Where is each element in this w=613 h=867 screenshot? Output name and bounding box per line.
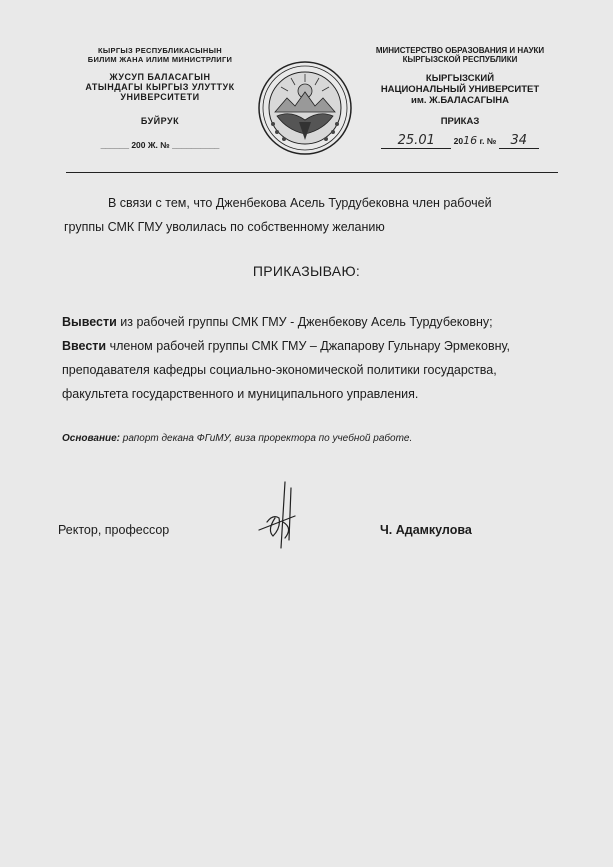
item-remove-text: из рабочей группы СМК ГМУ - Дженбекову Асель Турдубековну; bbox=[116, 315, 493, 329]
kg-university-line3: УНИВЕРСИТЕТИ bbox=[120, 92, 200, 102]
kg-ministry-line2: БИЛИМ ЖАНА ИЛИМ МИНИСТРЛИГИ bbox=[87, 55, 233, 64]
signatory-position: Ректор, профессор bbox=[58, 523, 170, 537]
ru-ministry-line1: МИНИСТЕРСТВО ОБРАЗОВАНИЯ И НАУКИ bbox=[375, 46, 545, 55]
preamble-line1: В связи с тем, что Дженбекова Асель Турдубековна член рабочей bbox=[108, 196, 492, 210]
signatory-name: Ч. Адамкулова bbox=[380, 523, 472, 537]
header-divider bbox=[66, 172, 558, 173]
ru-order-number: 34 bbox=[499, 133, 539, 149]
kyrgyz-emblem-icon bbox=[257, 60, 353, 156]
ru-year-prefix: 20 bbox=[453, 136, 464, 146]
order-title: ПРИКАЗЫВАЮ: bbox=[252, 263, 361, 279]
item-add-verb: Ввести bbox=[62, 339, 107, 353]
item-add-line3: факультета государственного и муниципального управления. bbox=[62, 387, 419, 401]
ru-number-line bbox=[360, 133, 560, 149]
ru-university-line3: им. Ж.БАЛАСАГЫНА bbox=[411, 95, 509, 106]
kg-ministry-line1: КЫРГЫЗ РЕСПУБЛИКАСЫНЫН bbox=[98, 46, 222, 55]
header-russian bbox=[360, 46, 560, 149]
kg-date-blank: ______ bbox=[100, 140, 129, 150]
item-add-text: членом рабочей группы СМК ГМУ – Джапарову Гульнару Эрмековну, bbox=[106, 339, 510, 353]
ru-ministry-line2: КЫРГЫЗСКОЙ РЕСПУБЛИКИ bbox=[402, 55, 518, 64]
kg-number-line bbox=[70, 140, 250, 150]
ru-university-line2: НАЦИОНАЛЬНЫЙ УНИВЕРСИТЕТ bbox=[380, 84, 540, 95]
kg-university-line1: ЖУСУП БАЛАСАГЫН bbox=[109, 72, 211, 82]
ru-year-handwritten: 16 bbox=[463, 134, 478, 147]
kg-number-label: Ж. № bbox=[147, 140, 170, 150]
item-remove bbox=[62, 310, 562, 334]
ru-university-line1: КЫРГЫЗСКИЙ bbox=[425, 73, 495, 84]
order-items bbox=[62, 310, 562, 406]
preamble bbox=[64, 191, 544, 239]
kg-number-blank: __________ bbox=[172, 140, 220, 150]
ru-order-date: 25.01 bbox=[381, 133, 451, 149]
header-kyrgyz bbox=[70, 46, 250, 150]
preamble-line2: группы СМК ГМУ уволилась по собственному желанию bbox=[64, 220, 385, 234]
item-remove-verb: Вывести bbox=[62, 315, 117, 329]
handwritten-signature bbox=[245, 478, 305, 558]
kg-order-label: БУЙРУК bbox=[140, 116, 180, 126]
basis bbox=[62, 433, 562, 444]
item-add-line2: преподавателя кафедры социально-экономической политики государства, bbox=[62, 363, 497, 377]
kg-university-line2: АТЫНДАГЫ КЫРГЫЗ УЛУТТУК bbox=[85, 82, 235, 92]
ru-order-label: ПРИКАЗ bbox=[440, 116, 480, 127]
basis-label: Основание: bbox=[62, 433, 120, 444]
basis-text: рапорт декана ФГиМУ, виза проректора по учебной работе. bbox=[120, 433, 413, 444]
item-add bbox=[62, 334, 562, 358]
ru-number-label: г. № bbox=[479, 136, 497, 146]
kg-year: 200 bbox=[131, 140, 146, 150]
